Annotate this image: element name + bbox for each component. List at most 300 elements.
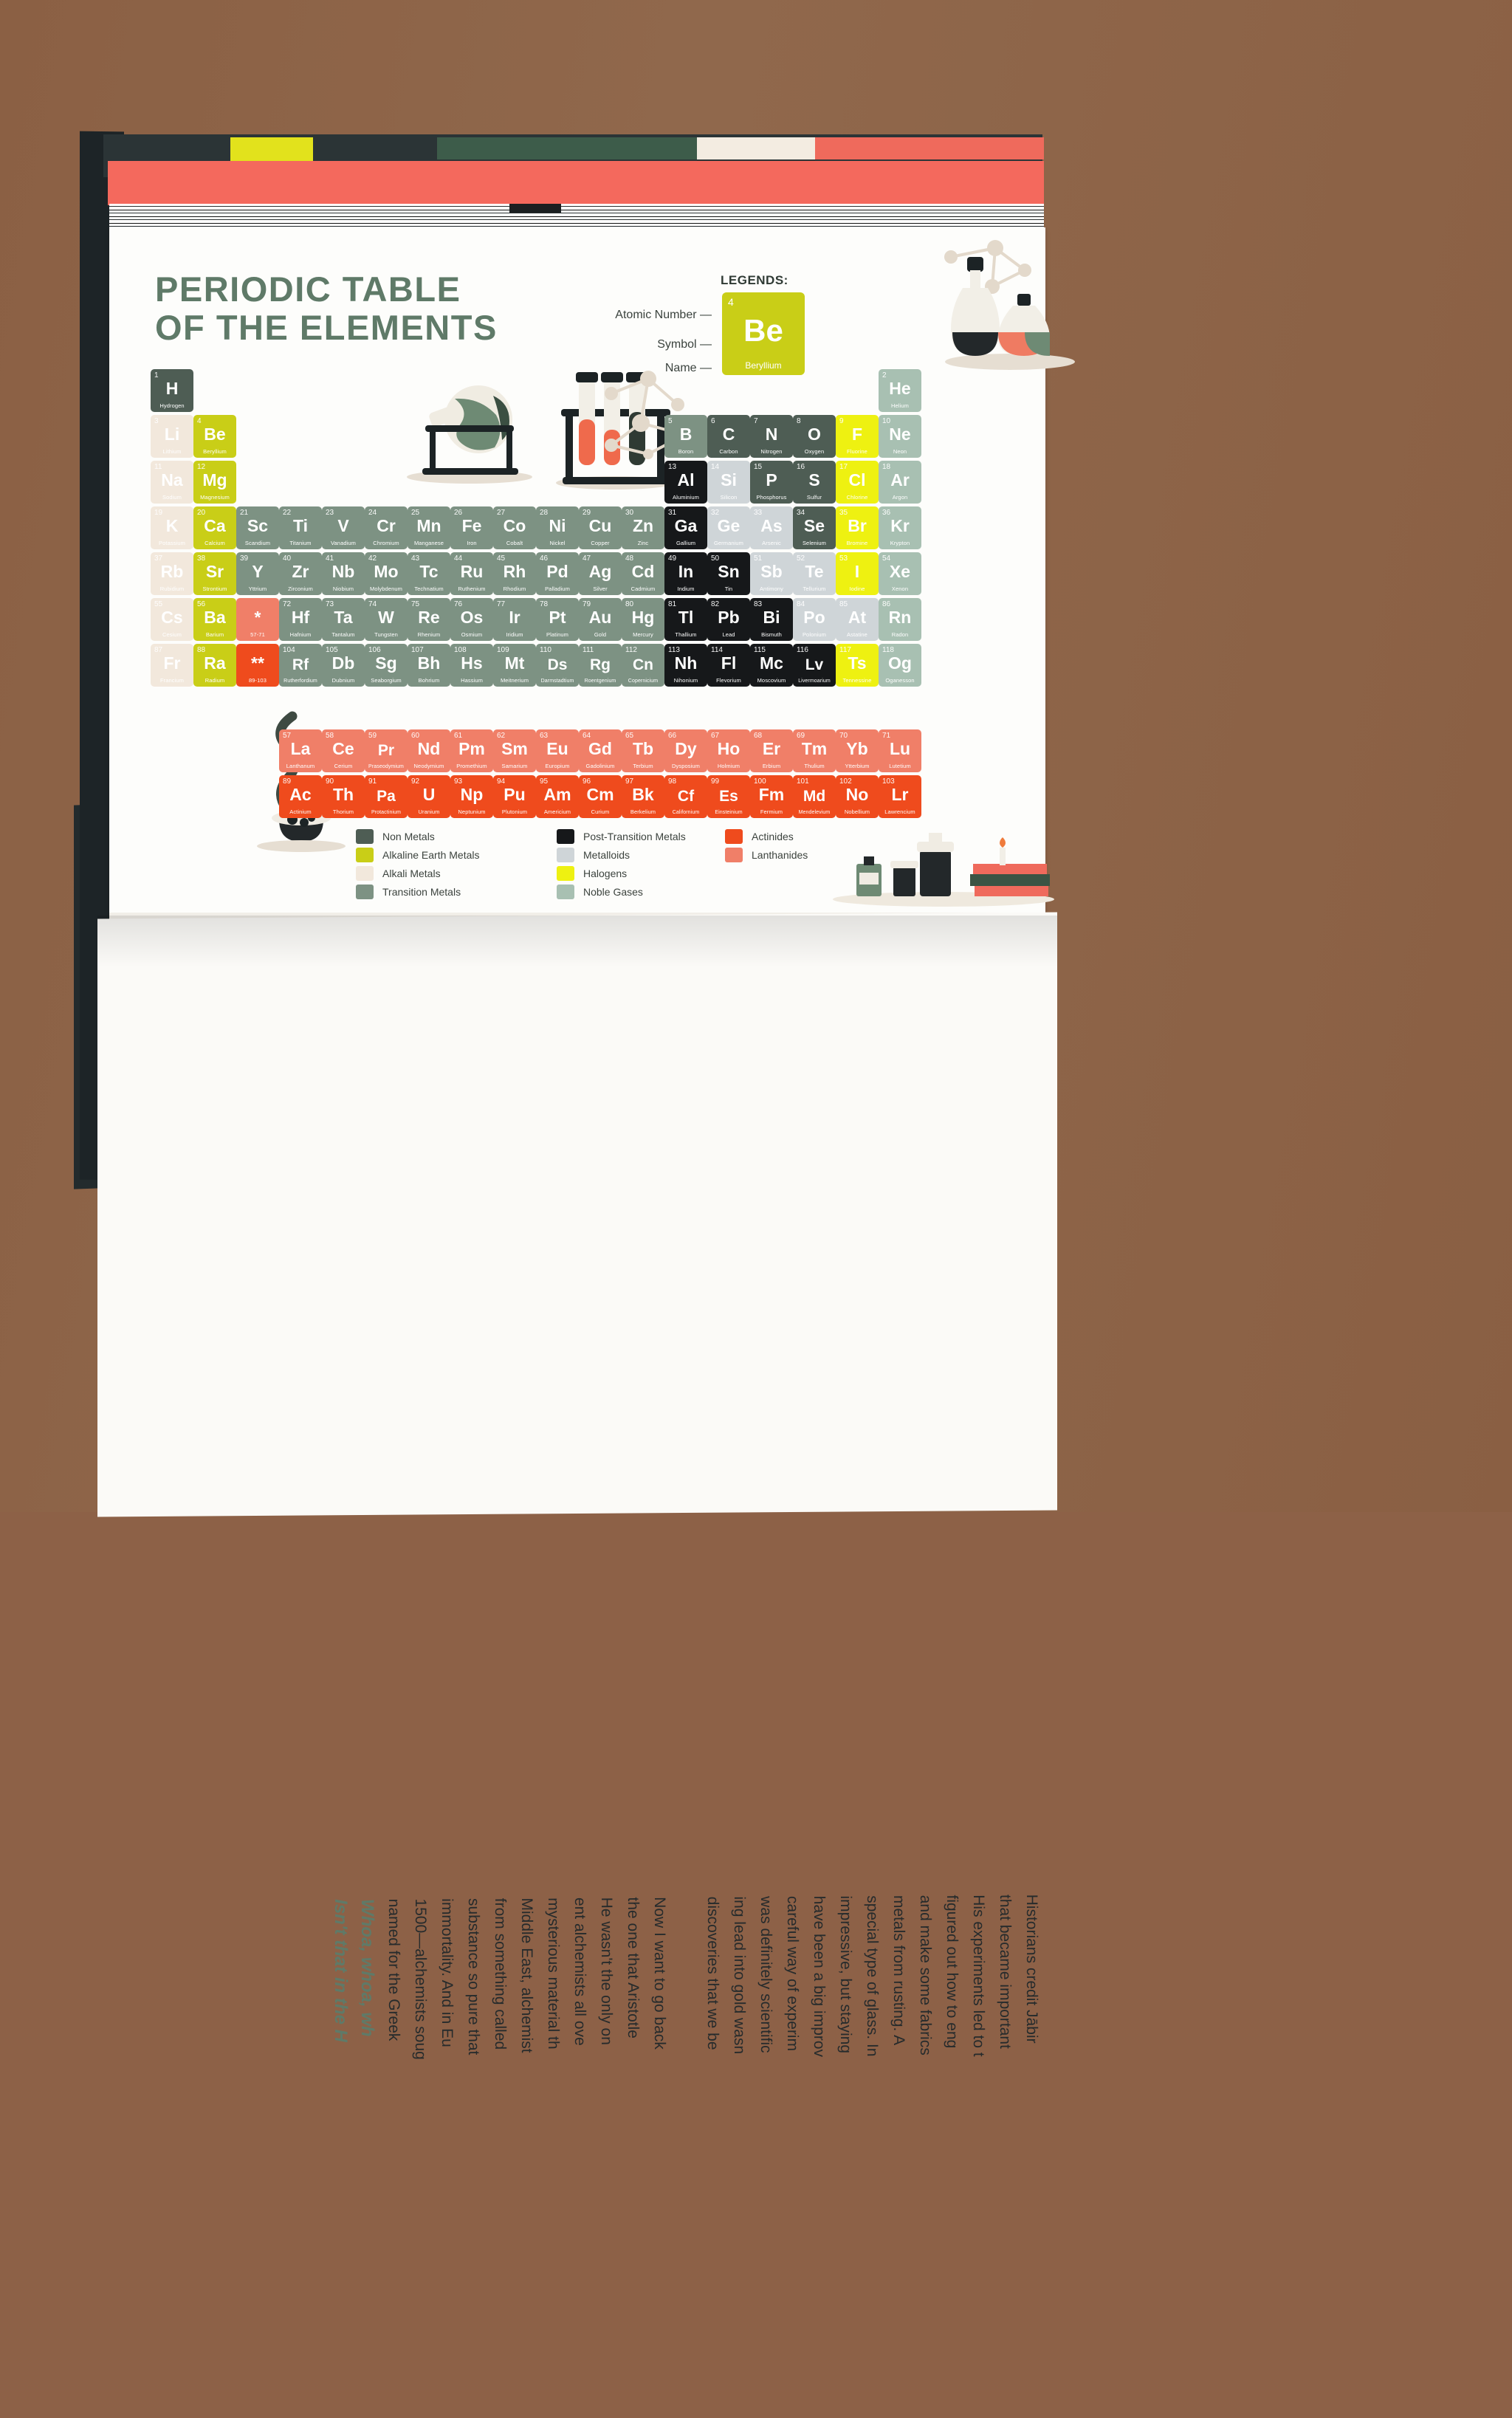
element-symbol: Pr: [377, 742, 395, 759]
lanthanide-cell-Ho: [707, 729, 750, 772]
element-cell-Rb: [151, 552, 193, 595]
element-name: Copernicium: [628, 679, 659, 684]
facing-page: [97, 912, 1057, 2060]
element-cell-At: [836, 598, 879, 641]
element-number: 101: [797, 777, 809, 786]
element-symbol: Ar: [890, 470, 910, 490]
element-cell-As: [750, 506, 793, 549]
actinide-cell-Ac: [279, 775, 322, 818]
cover-stripe-yellow: [230, 137, 313, 162]
element-cell-Hs: [450, 644, 493, 687]
element-name: Molybdenum: [370, 585, 402, 592]
actinide-cell-Th: [322, 775, 365, 818]
element-cell-Rf: [279, 644, 322, 687]
element-symbol: Ds: [547, 656, 568, 673]
facing-page-line: discoveries that we be: [704, 1896, 721, 2050]
element-cell-Ar: [879, 461, 921, 504]
element-cell-Br: [836, 506, 879, 549]
element-number: 89: [283, 777, 292, 786]
element-number: 48: [625, 554, 634, 563]
element-number: 95: [540, 777, 549, 786]
element-name: Californium: [672, 810, 700, 815]
element-name: Nihonium: [673, 677, 698, 684]
element-number: 45: [497, 554, 506, 563]
element-symbol: B: [679, 425, 693, 444]
element-symbol: U: [422, 785, 436, 804]
element-number: 17: [839, 463, 848, 471]
element-cell-Ra: [193, 644, 236, 687]
element-name: Copper: [591, 540, 610, 546]
facing-page-line: that became important: [997, 1894, 1014, 2049]
title-line-2: OF THE ELEMENTS: [155, 308, 498, 347]
element-number: 15: [754, 463, 763, 471]
element-name: Samarium: [501, 763, 528, 769]
element-number: 19: [154, 509, 163, 517]
element-cell-Mc: [750, 644, 793, 687]
element-number: 104: [283, 646, 295, 654]
element-number: 36: [882, 509, 891, 517]
element-name: Gadolinium: [585, 763, 615, 769]
element-number: 73: [326, 600, 334, 608]
element-cell-Hg: [622, 598, 664, 641]
element-symbol: He: [889, 379, 911, 398]
lanthanide-cell-Pm: [450, 729, 493, 772]
element-number: 66: [668, 732, 677, 740]
element-cell-Ds: [536, 644, 579, 687]
element-name: Neodymium: [413, 763, 444, 769]
legend-item: [725, 848, 808, 862]
page-edge-mark: [509, 204, 561, 213]
element-number: 68: [754, 732, 763, 740]
element-name: Neptunium: [458, 808, 486, 815]
element-number: 83: [754, 600, 763, 608]
element-number: 107: [411, 646, 424, 654]
element-name: Scandium: [244, 540, 271, 546]
facing-page-line: figured out how to eng: [944, 1895, 961, 2049]
element-cell-Ga: [664, 506, 707, 549]
element-number: 21: [240, 509, 249, 517]
element-name: Iridium: [506, 631, 523, 638]
element-name: Indium: [677, 585, 695, 592]
element-cell-Sg: [365, 644, 408, 687]
actinide-cell-Bk: [622, 775, 664, 818]
element-name: Meitnerium: [500, 677, 529, 684]
element-symbol: Nb: [331, 562, 355, 581]
element-symbol: **: [251, 653, 264, 673]
element-number: 6: [711, 417, 715, 425]
element-symbol: Dy: [675, 739, 697, 758]
element-symbol: Tm: [801, 739, 828, 758]
element-cell-Ir: [493, 598, 536, 641]
actinide-cell-No: [836, 775, 879, 818]
element-cell-I: [836, 552, 879, 595]
element-number: 88: [197, 646, 206, 654]
facing-page-line: mysterious material th: [545, 1897, 562, 2050]
element-symbol: Cs: [161, 608, 183, 627]
element-name: Francium: [159, 677, 185, 684]
element-symbol: Fm: [758, 785, 785, 804]
element-symbol: Ra: [204, 653, 226, 673]
periodic-table-page: [109, 227, 1045, 916]
element-name: Hassium: [461, 677, 483, 684]
lanthanide-cell-Gd: [579, 729, 622, 772]
element-cell-V: [322, 506, 365, 549]
element-name: Mendelevium: [798, 810, 831, 815]
element-symbol: Al: [677, 470, 695, 490]
legend-callout-name: Name —: [664, 362, 712, 374]
element-cell-Si: [707, 461, 750, 504]
element-cell-Cu: [579, 506, 622, 549]
facing-page-line: careful way of experim: [784, 1895, 801, 2052]
element-number: 108: [454, 646, 467, 654]
element-number: 71: [882, 732, 891, 740]
element-symbol: La: [290, 739, 311, 758]
element-number: 11: [154, 463, 162, 471]
legend-label: Post-Transition Metals: [583, 831, 686, 842]
element-cell-Ca: [193, 506, 236, 549]
element-symbol: Fr: [163, 653, 181, 673]
element-symbol: Zr: [292, 562, 309, 581]
element-cell-Mo: [365, 552, 408, 595]
element-symbol: Pb: [718, 608, 740, 627]
element-symbol: P: [766, 470, 777, 490]
element-number: 100: [754, 777, 766, 786]
element-number: 74: [368, 600, 377, 608]
element-number: 7: [754, 417, 758, 425]
element-number: 78: [540, 600, 549, 608]
element-cell-F: [836, 415, 879, 458]
element-name: Yttrium: [248, 585, 267, 592]
element-name: Phosphorus: [756, 494, 787, 501]
element-number: 103: [882, 777, 895, 786]
element-cell-Sr: [193, 552, 236, 595]
element-name: Osmium: [461, 631, 483, 638]
element-cell-Pd: [536, 552, 579, 595]
element-name: Tellurium: [803, 585, 826, 592]
element-number: 94: [497, 777, 506, 786]
legend-label: Non Metals: [382, 831, 435, 842]
element-symbol: Kr: [890, 516, 910, 535]
element-number: 77: [497, 600, 506, 608]
element-number: 16: [797, 463, 805, 471]
element-name: Palladium: [545, 585, 570, 592]
element-number: 59: [368, 732, 377, 740]
element-cell-Fr: [151, 644, 193, 687]
element-symbol: No: [845, 785, 869, 804]
element-number: 60: [411, 732, 420, 740]
element-number: 20: [197, 509, 206, 517]
element-symbol: Mg: [202, 470, 227, 490]
element-name: Chlorine: [846, 494, 868, 501]
facing-page-line: and make some fabrics: [917, 1895, 934, 2055]
element-name: Thulium: [804, 763, 825, 769]
element-symbol: Ta: [334, 608, 353, 627]
element-number: 39: [240, 554, 249, 563]
legend-label: Alkali Metals: [382, 868, 441, 879]
element-name: Beryllium: [203, 448, 227, 455]
element-symbol: Og: [888, 653, 912, 673]
element-number: 4: [197, 417, 202, 425]
element-cell-Cr: [365, 506, 408, 549]
element-name: Lithium: [162, 448, 182, 455]
element-cell-Li: [151, 415, 193, 458]
element-symbol: Ts: [848, 653, 867, 673]
element-name: Chromium: [373, 540, 399, 546]
actinide-cell-Cm: [579, 775, 622, 818]
element-number: 57: [283, 732, 292, 740]
facing-page-line: Middle East, alchemist: [518, 1897, 535, 2053]
facing-page-line: substance so pure that: [465, 1897, 482, 2055]
page-band-red: [108, 161, 1044, 205]
element-name: Fermium: [760, 808, 783, 815]
element-symbol: Eu: [546, 739, 568, 758]
element-name: Thallium: [675, 631, 697, 638]
facing-page-line: the one that Aristotle: [625, 1897, 642, 2039]
element-name: Americium: [543, 808, 571, 815]
element-name: Titanium: [289, 540, 312, 546]
actinide-cell-Cf: [664, 775, 707, 818]
element-name: Actinium: [289, 808, 312, 815]
element-number: 37: [154, 554, 163, 563]
element-symbol: Tb: [632, 739, 654, 758]
element-number: 52: [797, 554, 805, 563]
element-symbol: Yb: [846, 739, 868, 758]
element-number: 96: [583, 777, 591, 786]
element-name: Hydrogen: [159, 402, 185, 409]
actinide-cell-Md: [793, 775, 836, 818]
element-cell-Mn: [408, 506, 450, 549]
element-name: Arsenic: [762, 540, 781, 546]
element-name: Sodium: [162, 494, 182, 501]
legend-header: LEGENDS:: [721, 273, 788, 287]
facing-page-line: named for the Greek: [385, 1898, 402, 2041]
element-symbol: Ca: [204, 516, 226, 535]
legend-swatch: [557, 866, 574, 881]
element-number: 25: [411, 509, 420, 517]
element-number: 51: [754, 554, 763, 563]
lanthanide-cell-Tm: [793, 729, 836, 772]
element-number: 84: [797, 600, 805, 608]
element-symbol: Pt: [549, 608, 566, 627]
facing-page-line: ent alchemists all ove: [571, 1897, 588, 2046]
element-name: Barium: [205, 631, 224, 638]
element-number: 106: [368, 646, 381, 654]
element-number: 27: [497, 509, 506, 517]
element-cell-C: [707, 415, 750, 458]
element-number: 44: [454, 554, 463, 563]
element-number: 117: [839, 646, 851, 654]
legend-sample-number: 4: [728, 296, 734, 308]
page-shadow: [97, 916, 1057, 967]
element-name: Antimony: [759, 585, 784, 592]
element-symbol: Ti: [292, 516, 309, 535]
legend-label: Alkaline Earth Metals: [382, 849, 480, 861]
element-name: Carbon: [719, 448, 738, 455]
element-symbol: Au: [588, 608, 612, 627]
element-symbol: Ac: [289, 785, 312, 804]
element-name: Nobellium: [844, 808, 870, 815]
element-symbol: Es: [719, 788, 738, 805]
legend-swatch: [356, 885, 374, 899]
element-name: Seaborgium: [371, 677, 402, 684]
element-cell-Na: [151, 461, 193, 504]
element-number: 116: [797, 646, 808, 654]
element-number: 26: [454, 509, 463, 517]
element-number: 43: [411, 554, 420, 563]
legend-swatch: [356, 866, 374, 881]
legend-label: Noble Gases: [583, 886, 643, 898]
element-name: Fluorine: [847, 448, 867, 455]
element-name: Neon: [893, 448, 907, 455]
element-cell-Nh: [664, 644, 707, 687]
element-symbol: Mo: [374, 562, 399, 581]
element-symbol: Hg: [631, 608, 655, 627]
element-number: 22: [283, 509, 292, 517]
legend-item: [557, 866, 627, 881]
element-cell-Zr: [279, 552, 322, 595]
element-symbol: Y: [252, 562, 264, 581]
element-symbol: Nh: [674, 653, 698, 673]
element-cell-Al: [664, 461, 707, 504]
element-symbol: Ba: [204, 608, 226, 627]
element-number: 67: [711, 732, 720, 740]
element-name: Promethium: [456, 763, 487, 769]
element-name: Praseodymium: [368, 764, 404, 769]
element-cell-Sc: [236, 506, 279, 549]
legend-item: [356, 848, 480, 862]
element-name: Mercury: [633, 631, 653, 638]
element-cell-Se: [793, 506, 836, 549]
element-number: 12: [197, 463, 206, 471]
element-name: Zirconium: [288, 585, 313, 592]
element-name: Cobalt: [506, 540, 523, 546]
element-symbol: Cn: [633, 656, 653, 673]
element-name: Tin: [724, 585, 733, 592]
element-number: 5: [668, 417, 673, 425]
element-number: 80: [625, 600, 634, 608]
element-name: Holmium: [717, 763, 740, 769]
element-number: 54: [882, 554, 891, 563]
element-symbol: Db: [331, 653, 355, 673]
element-name: Oxygen: [804, 448, 825, 455]
element-name: Flevorium: [716, 677, 741, 684]
facing-page-line: special type of glass. In: [864, 1895, 881, 2057]
element-symbol: Rh: [503, 562, 526, 581]
element-name: Xenon: [891, 585, 909, 592]
element-symbol: Pd: [546, 562, 568, 581]
element-symbol: Nd: [417, 739, 441, 758]
element-number: 32: [711, 509, 720, 517]
element-number: 92: [411, 777, 420, 786]
element-symbol: Er: [762, 739, 781, 758]
legend-sample-name: Beryllium: [745, 360, 782, 371]
element-symbol: Ce: [332, 739, 354, 758]
element-name: Oganesson: [885, 677, 915, 684]
facing-page-line: Historians credit Jābir: [1023, 1894, 1040, 2044]
element-symbol: Fe: [461, 516, 482, 535]
element-name: Aluminium: [673, 494, 699, 501]
legend-item: [557, 848, 630, 862]
element-number: 61: [454, 732, 463, 740]
element-number: 115: [754, 646, 766, 654]
element-symbol: Ga: [674, 516, 698, 535]
element-name: Argon: [892, 494, 908, 501]
element-number: 79: [583, 600, 591, 608]
element-number: 93: [454, 777, 463, 786]
element-number: 109: [497, 646, 509, 654]
element-name: 57-71: [250, 631, 265, 638]
element-name: Astatine: [847, 631, 867, 638]
element-cell-Xe: [879, 552, 921, 595]
element-name: Iron: [467, 540, 477, 546]
cover-stripe-red: [815, 137, 1044, 159]
element-number: 65: [625, 732, 634, 740]
element-cell-Os: [450, 598, 493, 641]
element-name: Darmstadtium: [540, 679, 574, 684]
element-cell-N: [750, 415, 793, 458]
element-name: Terbium: [633, 763, 653, 769]
element-number: 91: [368, 777, 377, 786]
element-symbol: W: [378, 608, 394, 627]
element-symbol: Ne: [889, 425, 911, 444]
element-symbol: Lu: [889, 739, 911, 758]
element-name: Ytterbium: [845, 763, 870, 769]
element-symbol: In: [678, 562, 694, 581]
element-name: Rutherfordium: [284, 679, 317, 684]
element-cell-Be: [193, 415, 236, 458]
element-number: 63: [540, 732, 549, 740]
element-symbol: Fl: [721, 653, 737, 673]
element-cell-Tl: [664, 598, 707, 641]
element-cell-Ru: [450, 552, 493, 595]
element-cell-B: [664, 415, 707, 458]
element-cell-Sn: [707, 552, 750, 595]
element-number: 75: [411, 600, 420, 608]
element-name: 89-103: [249, 677, 267, 684]
element-cell-Re: [408, 598, 450, 641]
element-number: 13: [668, 463, 677, 471]
element-cell-Ge: [707, 506, 750, 549]
element-symbol: Cf: [677, 788, 695, 805]
legend-label: Lanthanides: [752, 849, 808, 861]
element-cell-Ts: [836, 644, 879, 687]
element-symbol: S: [808, 470, 820, 490]
facing-page-line: His experiments led to t: [970, 1895, 987, 2057]
legend-item: [356, 866, 441, 881]
lanthanide-cell-Er: [750, 729, 793, 772]
element-name: Technatium: [414, 585, 444, 592]
element-cell-Sb: [750, 552, 793, 595]
lanthanide-cell-Dy: [664, 729, 707, 772]
element-number: 111: [583, 646, 594, 654]
element-name: Silicon: [720, 494, 738, 501]
element-symbol: Sm: [501, 739, 528, 758]
element-symbol: Na: [161, 470, 183, 490]
element-name: Livermoarium: [798, 679, 831, 684]
element-symbol: As: [760, 516, 783, 535]
element-symbol: Tc: [419, 562, 439, 581]
element-cell-Zn: [622, 506, 664, 549]
element-name: Europium: [545, 763, 570, 769]
element-number: 99: [711, 777, 720, 786]
element-cell-Cn: [622, 644, 664, 687]
legend-label: Transition Metals: [382, 886, 461, 898]
element-symbol: Mn: [416, 516, 441, 535]
facing-page-line: Now I want to go back: [651, 1897, 668, 2050]
element-name: Ruthenium: [458, 585, 486, 592]
element-name: Einsteinium: [715, 810, 743, 815]
element-name: Nickel: [549, 540, 566, 546]
